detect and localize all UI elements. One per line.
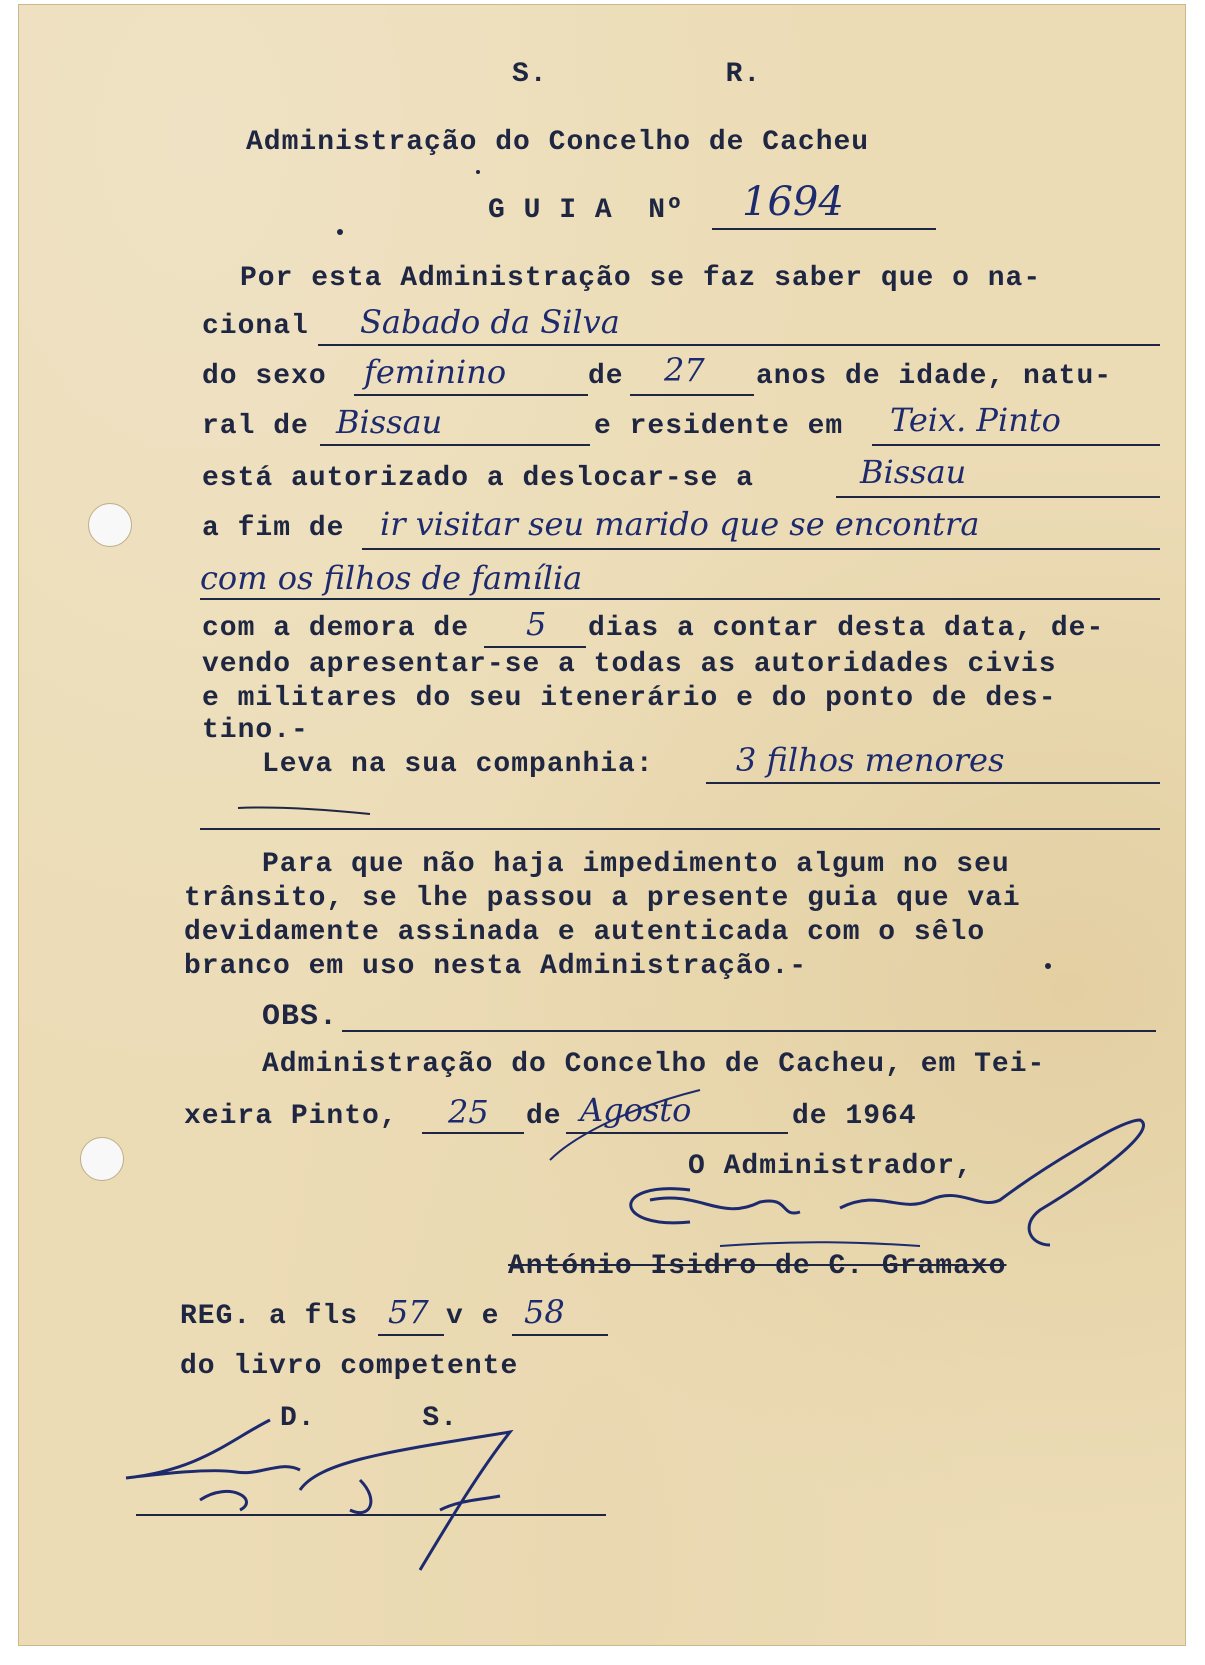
fim-value-1: ir visitar seu marido que se encontra: [380, 505, 980, 543]
fim-value-2: com os filhos de família: [200, 559, 583, 597]
obs-label: OBS.: [262, 1000, 339, 1034]
signatory-title: O Administrador,: [688, 1151, 973, 1182]
livro-label: do livro competente: [180, 1351, 519, 1382]
nacional-label: cional: [202, 311, 309, 342]
age-value: 27: [664, 351, 705, 389]
closing-line-2c: de 1964: [792, 1101, 917, 1132]
autorizado-label: está autorizado a deslocar-se a: [202, 463, 754, 494]
signatory-name: António Isidro de C. Gramaxo: [508, 1251, 1007, 1282]
body-line-militares: e militares do seu itenerário e do ponto de des-: [202, 683, 1057, 714]
natural-value: Bissau: [336, 403, 443, 441]
companhia-label: Leva na sua companhia:: [262, 749, 654, 780]
age-de-label: de: [588, 361, 624, 392]
administration-title: Administração do Concelho de Cacheu: [246, 127, 870, 158]
administrator-signature: [631, 1120, 1144, 1245]
ds-signature: [126, 1420, 510, 1570]
companhia-value: 3 filhos menores: [736, 741, 1005, 779]
para-line-4: branco em uso nesta Administração.-: [184, 951, 808, 982]
anos-label: anos de idade, natu-: [756, 361, 1113, 392]
date-day: 25: [448, 1093, 489, 1131]
para-line-2: trânsito, se lhe passou a presente guia que vai: [184, 883, 1021, 914]
guia-label: G U I A Nº: [488, 195, 684, 226]
residente-label: e residente em: [594, 411, 844, 442]
para-line-3: devidamente assinada e autenticada com o sêlo: [184, 917, 986, 948]
v-e-label: v e: [446, 1301, 500, 1332]
body-line-1: Por esta Administração se faz saber que o na-: [240, 263, 1042, 294]
reg-label: REG. a fls: [180, 1301, 359, 1332]
body-line-tino: tino.-: [202, 715, 309, 746]
header-sr: S. R.: [512, 59, 762, 90]
fls-value-2: 58: [524, 1293, 565, 1331]
demora-label-b: dias a contar desta data, de-: [588, 613, 1105, 644]
demora-label-a: com a demora de: [202, 613, 470, 644]
fim-label: a fim de: [202, 513, 345, 544]
sexo-value: feminino: [364, 353, 507, 391]
residente-value: Teix. Pinto: [890, 401, 1061, 439]
sexo-label: do sexo: [202, 361, 327, 392]
closing-line-2b: de: [526, 1101, 562, 1132]
ral-de-label: ral de: [202, 411, 309, 442]
guia-number: 1694: [742, 179, 844, 225]
fls-value: 57: [388, 1293, 429, 1331]
destino-value: Bissau: [860, 453, 967, 491]
demora-days: 5: [526, 605, 547, 643]
closing-line-2a: xeira Pinto,: [184, 1101, 398, 1132]
ds-label: D. S.: [280, 1403, 459, 1434]
nacional-name: Sabado da Silva: [360, 303, 620, 341]
para-line-1: Para que não haja impedimento algum no seu: [262, 849, 1010, 880]
body-line-vendo: vendo apresentar-se a todas as autoridades civis: [202, 649, 1057, 680]
date-month: Agosto: [580, 1091, 692, 1129]
closing-line-1: Administração do Concelho de Cacheu, em Tei-: [262, 1049, 1046, 1080]
